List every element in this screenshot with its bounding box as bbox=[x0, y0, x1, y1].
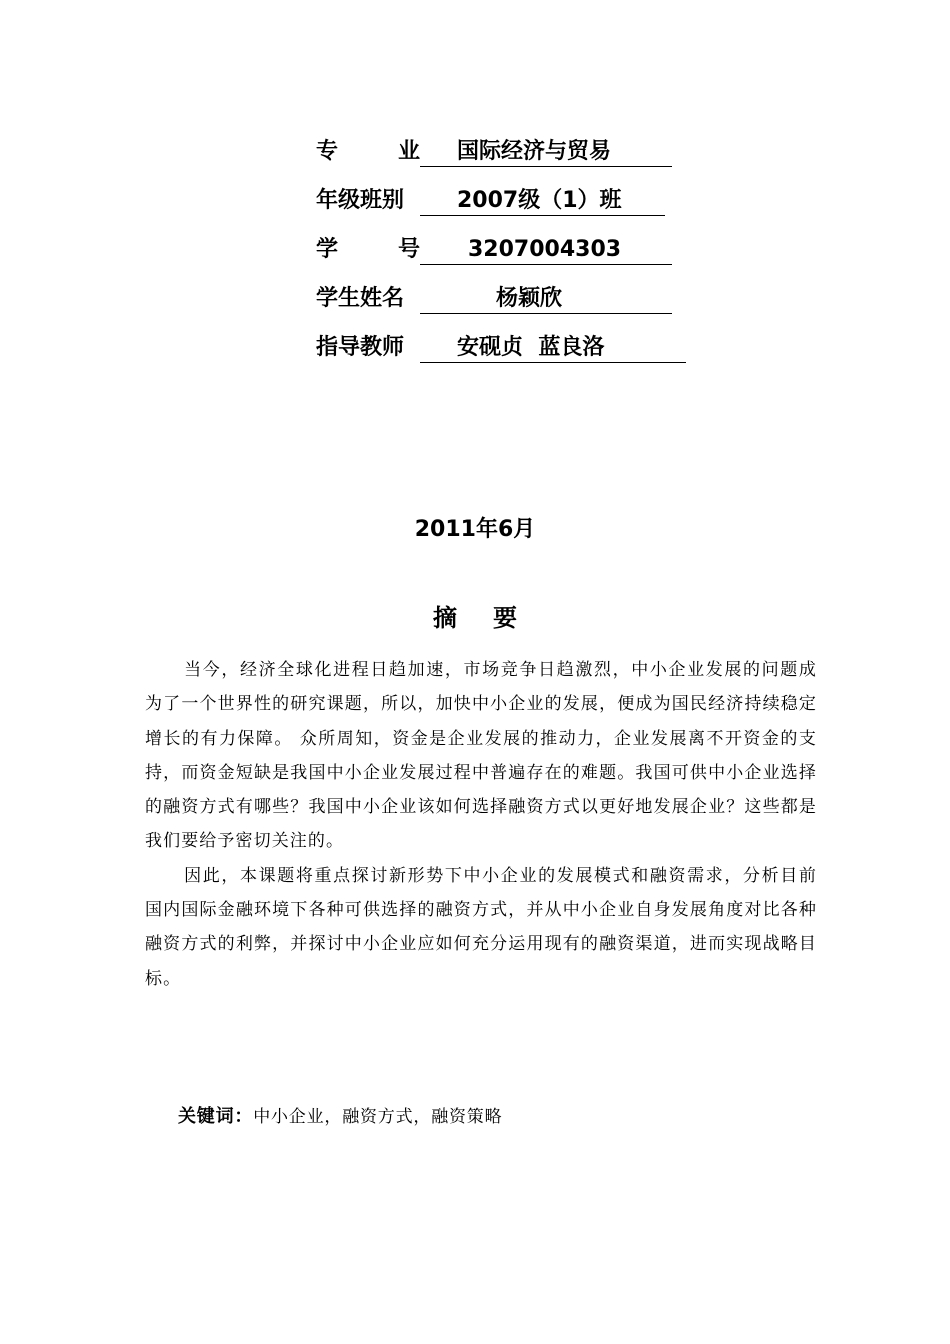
keywords-label: 关键词： bbox=[178, 1106, 254, 1127]
student-name-label: 学生姓名 bbox=[316, 286, 405, 311]
student-id-label-char-2: 号 bbox=[397, 237, 420, 262]
submission-date: 2011年6月 bbox=[414, 517, 536, 542]
keywords-value: 中小企业，融资方式，融资策略 bbox=[253, 1107, 503, 1127]
student-name-value-underline bbox=[420, 277, 672, 314]
student-id-label bbox=[316, 228, 420, 272]
advisor-label: 指导教师 bbox=[316, 335, 405, 360]
major-label bbox=[316, 130, 420, 174]
class-value-underline bbox=[420, 179, 665, 216]
abstract-title: 摘要 bbox=[433, 604, 553, 632]
student-id-value-underline bbox=[420, 228, 672, 265]
major-value: 国际经济与贸易 bbox=[457, 139, 612, 164]
class-label: 年级班别 bbox=[316, 188, 405, 213]
student-id-label-char-1: 学 bbox=[316, 237, 339, 262]
abstract-paragraph-1: 当今，经济全球化进程日趋加速，市场竞争日趋激烈，中小企业发展的问题成为了一个世界性的研究课题，所以，加快中小企业的发展，便成为国民经济持续稳定增长的有力保障。 众所周知，资金是企业发展的推动力，企业发展离不开资金的支持，而资金短缺是我国中小企业发展过程中普遍存在的难题。我国可供中小企业选择的融资方式有哪些？我国中小企业该如何选择融资方式以更好地发展企业？这些都是我们要给予密切关注的。 bbox=[145, 660, 817, 852]
keywords-line bbox=[178, 1100, 502, 1134]
abstract-body bbox=[145, 653, 817, 996]
advisor-value: 安砚贞 蓝良洛 bbox=[457, 335, 605, 360]
abstract-paragraph-2: 因此，本课题将重点探讨新形势下中小企业的发展模式和融资需求，分析目前国内国际金融环境下各种可供选择的融资方式，并从中小企业自身发展角度对比各种融资方式的利弊，并探讨中小企业应如何充分运用现有的融资渠道，进而实现战略目标。 bbox=[145, 865, 817, 989]
major-label-char-1: 专 bbox=[316, 139, 339, 164]
advisor-value-underline bbox=[420, 326, 686, 363]
student-name-value: 杨颖欣 bbox=[496, 286, 563, 311]
student-id-value: 3207004303 bbox=[468, 237, 622, 262]
major-value-underline bbox=[420, 130, 672, 167]
class-value: 2007级（1）班 bbox=[457, 188, 622, 213]
major-label-char-2: 业 bbox=[397, 139, 420, 164]
